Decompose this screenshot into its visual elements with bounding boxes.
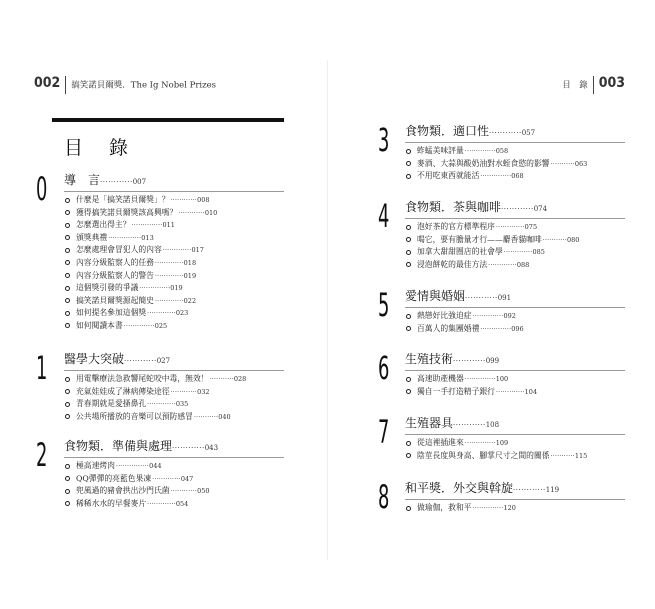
leader-dots: ············· bbox=[147, 401, 176, 409]
leader-dots: ············ bbox=[170, 488, 198, 496]
section-page: 043 bbox=[204, 444, 219, 452]
entry-title: 熱戀好比強迫症 bbox=[417, 311, 472, 320]
circle-bullet-icon bbox=[65, 235, 70, 240]
entry-page: 019 bbox=[170, 284, 183, 293]
entry-title: 做瑜伽，救和平 bbox=[417, 503, 472, 512]
section-title-row[interactable] bbox=[405, 479, 625, 496]
entry-title: 公共場所播放的音樂可以預防感冒 bbox=[76, 411, 193, 421]
leader-dots: ············ bbox=[465, 294, 498, 302]
leader-dots: ·············· bbox=[139, 285, 171, 293]
section-rule bbox=[405, 218, 625, 219]
leader-dots: ············· bbox=[147, 500, 176, 508]
section-title-row[interactable] bbox=[64, 437, 284, 454]
entry-page: 092 bbox=[503, 312, 516, 320]
section-page: 119 bbox=[545, 486, 560, 494]
toc-section bbox=[64, 437, 284, 510]
entry-page: 120 bbox=[503, 504, 516, 512]
entry-title: 怎麼選出得主？ bbox=[76, 220, 131, 230]
toc-entry[interactable] bbox=[64, 398, 284, 411]
entry-page: 115 bbox=[574, 451, 588, 460]
entry-title: 獨自一手打造精子銀行 bbox=[417, 386, 495, 396]
circle-bullet-icon bbox=[65, 414, 70, 419]
entry-page: 047 bbox=[180, 474, 194, 483]
circle-bullet-icon bbox=[65, 323, 70, 328]
circle-bullet-icon bbox=[65, 464, 70, 469]
leader-dots: ·············· bbox=[472, 313, 504, 320]
entry-title: 如何閱讀本書 bbox=[76, 320, 123, 330]
section-title-row[interactable] bbox=[405, 414, 625, 431]
circle-bullet-icon bbox=[406, 174, 411, 179]
circle-bullet-icon bbox=[406, 377, 411, 382]
book-title: 搞笑諾貝爾獎．The Ig Nobel Prizes bbox=[71, 80, 216, 91]
toc-entry[interactable] bbox=[405, 246, 625, 259]
section-rule bbox=[405, 499, 625, 500]
circle-bullet-icon bbox=[65, 273, 70, 278]
toc-section bbox=[405, 350, 625, 398]
section-rule bbox=[405, 434, 625, 435]
toc-entry[interactable] bbox=[405, 386, 625, 399]
entry-title: 高速助產機器 bbox=[417, 374, 464, 383]
section-page: 091 bbox=[497, 294, 512, 302]
entry-title: 極高速烤肉 bbox=[76, 461, 115, 470]
entry-title: 青春期就是愛搔鼻孔 bbox=[76, 399, 147, 409]
entry-page: 100 bbox=[495, 375, 509, 383]
circle-bullet-icon bbox=[406, 237, 411, 242]
leader-dots: ············· bbox=[488, 261, 517, 269]
left-page bbox=[0, 0, 327, 609]
section-rule bbox=[405, 370, 625, 371]
circle-bullet-icon bbox=[65, 501, 70, 506]
entry-page: 080 bbox=[567, 235, 580, 244]
entry-page: 109 bbox=[495, 439, 509, 447]
section-title-row[interactable] bbox=[64, 171, 284, 188]
toc-section bbox=[64, 171, 284, 333]
section-page: 007 bbox=[132, 178, 147, 186]
right-header bbox=[562, 75, 625, 94]
circle-bullet-icon bbox=[65, 248, 70, 253]
section-title-row[interactable] bbox=[405, 350, 625, 367]
entry-title: 麥酒、大蒜與酸奶油對水蛭食慾的影響 bbox=[417, 158, 550, 168]
entry-page: 050 bbox=[197, 487, 210, 496]
entry-page: 028 bbox=[233, 375, 247, 383]
section-page: 027 bbox=[156, 357, 171, 365]
leader-dots: ············· bbox=[154, 272, 184, 280]
entry-title: 百萬人的集團婚禮 bbox=[417, 323, 480, 333]
entry-page: 017 bbox=[191, 246, 204, 255]
toc-entry[interactable] bbox=[405, 310, 625, 323]
leader-dots: ············ bbox=[453, 357, 486, 365]
entry-page: 011 bbox=[162, 221, 175, 230]
entry-title: 不用吃東西就能活 bbox=[417, 171, 480, 181]
toc-entry[interactable] bbox=[64, 207, 284, 220]
toc-entry[interactable] bbox=[405, 323, 625, 336]
right-page bbox=[328, 0, 655, 609]
toc-entry[interactable] bbox=[64, 194, 284, 207]
circle-bullet-icon bbox=[406, 314, 411, 319]
entry-page: 058 bbox=[495, 147, 509, 155]
section-number: 0 bbox=[36, 170, 48, 208]
section-title: 生殖器具 bbox=[405, 416, 454, 430]
toc-entry[interactable] bbox=[64, 257, 284, 270]
toc-entry[interactable] bbox=[405, 502, 625, 515]
leader-dots: ············ bbox=[124, 357, 157, 365]
right-page-number: 003 bbox=[598, 75, 625, 91]
section-rule bbox=[405, 307, 625, 308]
entry-page: 025 bbox=[154, 321, 168, 330]
leader-dots: ·············· bbox=[480, 325, 512, 333]
entry-title: 稀稀水水的早餐麥片 bbox=[76, 498, 147, 508]
circle-bullet-icon bbox=[406, 225, 411, 230]
circle-bullet-icon bbox=[406, 161, 411, 166]
circle-bullet-icon bbox=[65, 476, 70, 481]
toc-entry[interactable] bbox=[64, 411, 284, 424]
toc-entry[interactable] bbox=[405, 259, 625, 272]
entry-page: 032 bbox=[197, 387, 210, 396]
toc-entry[interactable] bbox=[405, 437, 625, 450]
entry-title: 內容分級監察人的任務 bbox=[76, 257, 154, 267]
section-title: 食物類．茶與咖啡 bbox=[405, 200, 502, 214]
entry-page: 023 bbox=[175, 309, 189, 318]
toc-entry[interactable] bbox=[64, 232, 284, 245]
leader-dots: ············ bbox=[489, 129, 522, 137]
toc-entry[interactable] bbox=[64, 307, 284, 320]
toc-entry[interactable] bbox=[64, 320, 284, 333]
entry-page: 075 bbox=[524, 223, 538, 231]
section-title: 愛情與婚姻 bbox=[405, 289, 466, 303]
section-number: 8 bbox=[378, 478, 390, 516]
entry-title: 從這裡插進來 bbox=[417, 438, 464, 447]
section-title: 食物類．準備與處理 bbox=[64, 439, 173, 453]
section-title: 食物類．適口性 bbox=[405, 124, 490, 138]
toc-entry[interactable] bbox=[64, 373, 284, 386]
leader-dots: ··········· bbox=[193, 413, 219, 421]
entry-title: 內容分級監察人的警告 bbox=[76, 270, 154, 280]
entry-title: 用電擊療法急救響尾蛇咬中毒，無效！ bbox=[76, 374, 209, 383]
entry-title: QQ彈彈的亮藍色果凍 bbox=[76, 473, 152, 483]
toc-entry[interactable] bbox=[405, 170, 625, 183]
section-page: 057 bbox=[521, 129, 536, 137]
circle-bullet-icon bbox=[65, 389, 70, 394]
section-page: 099 bbox=[485, 357, 500, 365]
leader-dots: ············ bbox=[100, 178, 133, 186]
circle-bullet-icon bbox=[65, 198, 70, 203]
leader-dots: ··········· bbox=[550, 452, 575, 460]
toc-title-rule bbox=[52, 118, 284, 122]
entry-page: 088 bbox=[516, 260, 530, 269]
section-title: 生殖技術 bbox=[405, 352, 454, 366]
circle-bullet-icon bbox=[65, 311, 70, 316]
entry-page: 022 bbox=[183, 296, 197, 305]
circle-bullet-icon bbox=[65, 286, 70, 291]
section-title-row[interactable] bbox=[405, 198, 625, 215]
leader-dots: ··········· bbox=[209, 376, 234, 383]
leader-dots: ·············· bbox=[123, 322, 155, 330]
leader-dots: ·············· bbox=[472, 505, 504, 512]
toc-entry[interactable] bbox=[405, 145, 625, 158]
toc-section bbox=[405, 287, 625, 335]
toc-entry[interactable] bbox=[64, 386, 284, 399]
leader-dots: ··········· bbox=[542, 236, 568, 244]
circle-bullet-icon bbox=[65, 260, 70, 265]
toc-entry[interactable] bbox=[405, 158, 625, 171]
entry-page: 013 bbox=[141, 233, 154, 242]
section-title-row[interactable] bbox=[405, 287, 625, 304]
toc-entry[interactable] bbox=[64, 295, 284, 308]
toc-entry[interactable] bbox=[64, 219, 284, 232]
leader-dots: ············ bbox=[178, 209, 205, 217]
toc-entry[interactable] bbox=[405, 450, 625, 463]
leader-dots: ············· bbox=[154, 259, 184, 267]
toc-section bbox=[64, 350, 284, 423]
leader-dots: ············ bbox=[172, 444, 205, 452]
entry-page: 010 bbox=[204, 208, 218, 217]
entry-title: 加拿大甜甜圈店的社會學 bbox=[417, 247, 503, 257]
section-rule bbox=[405, 142, 625, 143]
toc-entry[interactable] bbox=[64, 498, 284, 511]
toc-entry[interactable] bbox=[64, 485, 284, 498]
toc-entry[interactable] bbox=[64, 473, 284, 486]
entry-page: 035 bbox=[175, 400, 189, 409]
right-header-label: 目 錄 bbox=[562, 80, 588, 91]
circle-bullet-icon bbox=[65, 377, 70, 382]
leader-dots: ·············· bbox=[480, 173, 512, 181]
circle-bullet-icon bbox=[65, 298, 70, 303]
toc-entry[interactable] bbox=[64, 282, 284, 295]
leader-dots: ··············· bbox=[108, 234, 142, 242]
section-title: 導 言 bbox=[64, 173, 101, 187]
left-page-number: 002 bbox=[34, 75, 61, 91]
leader-dots: ············ bbox=[170, 388, 198, 396]
section-number: 4 bbox=[378, 197, 390, 235]
header-divider bbox=[593, 76, 594, 94]
toc-title: 目 錄 bbox=[64, 137, 139, 159]
circle-bullet-icon bbox=[406, 441, 411, 446]
entry-title: 充氣娃娃成了淋病傳染途徑 bbox=[76, 386, 170, 396]
leader-dots: ············· bbox=[503, 249, 533, 257]
toc-section bbox=[405, 479, 625, 515]
section-title: 和平獎．外交與斡旋 bbox=[405, 481, 514, 495]
leader-dots: ············· bbox=[152, 475, 181, 483]
toc-entry[interactable] bbox=[405, 373, 625, 386]
entry-title: 蚱蜢美味評量 bbox=[417, 146, 464, 155]
leader-dots: ············· bbox=[162, 247, 192, 255]
leader-dots: ·············· bbox=[464, 440, 496, 447]
entry-title: 怎麼處理會冒犯人的內容 bbox=[76, 245, 162, 255]
leader-dots: ············· bbox=[147, 310, 176, 318]
circle-bullet-icon bbox=[406, 262, 411, 267]
entry-page: 096 bbox=[511, 324, 524, 333]
circle-bullet-icon bbox=[65, 223, 70, 228]
section-number: 3 bbox=[378, 121, 390, 159]
section-title-row[interactable] bbox=[64, 350, 284, 367]
entry-page: 018 bbox=[183, 258, 197, 267]
circle-bullet-icon bbox=[406, 389, 411, 394]
entry-title: 兜風過的豬會拱出沙門氏菌 bbox=[76, 486, 170, 496]
entry-title: 搞笑諾貝爾獎源起簡史 bbox=[76, 295, 154, 305]
entry-title: 這個獎引發的爭議 bbox=[76, 283, 139, 293]
leader-dots: ············ bbox=[170, 197, 198, 204]
leader-dots: ············ bbox=[453, 421, 486, 429]
left-header bbox=[34, 75, 216, 94]
leader-dots: ············· bbox=[154, 297, 184, 305]
leader-dots: ··············· bbox=[115, 463, 150, 470]
entry-page: 054 bbox=[175, 499, 189, 508]
circle-bullet-icon bbox=[65, 402, 70, 407]
toc-entry[interactable] bbox=[405, 221, 625, 234]
section-number: 5 bbox=[378, 286, 390, 324]
section-rule bbox=[64, 370, 284, 371]
leader-dots: ············· bbox=[495, 388, 525, 396]
leader-dots: ·············· bbox=[131, 222, 163, 230]
entry-page: 044 bbox=[149, 462, 162, 470]
section-title: 醫學大突破 bbox=[64, 352, 125, 366]
toc-section bbox=[405, 198, 625, 271]
circle-bullet-icon bbox=[65, 489, 70, 494]
section-number: 7 bbox=[378, 413, 390, 451]
toc-section bbox=[405, 122, 625, 183]
leader-dots: ············ bbox=[513, 486, 546, 494]
section-number: 6 bbox=[378, 349, 390, 387]
entry-page: 063 bbox=[574, 159, 588, 168]
toc-entry[interactable] bbox=[64, 244, 284, 257]
entry-title: 泡好茶的官方標準程序 bbox=[417, 222, 495, 231]
entry-title: 頒獎典禮 bbox=[76, 232, 108, 242]
section-title-row[interactable] bbox=[405, 122, 625, 139]
leader-dots: ·············· bbox=[464, 148, 496, 155]
toc-entry[interactable] bbox=[64, 270, 284, 283]
entry-page: 068 bbox=[511, 172, 524, 181]
entry-page: 019 bbox=[183, 271, 197, 280]
entry-page: 085 bbox=[532, 248, 545, 257]
leader-dots: ·············· bbox=[464, 376, 496, 383]
toc-section bbox=[405, 414, 625, 462]
leader-dots: ············ bbox=[501, 205, 534, 213]
circle-bullet-icon bbox=[406, 453, 411, 458]
section-number: 2 bbox=[36, 436, 48, 474]
entry-title: 如何提名參加這個獎 bbox=[76, 308, 147, 318]
section-rule bbox=[64, 191, 284, 192]
section-rule bbox=[64, 457, 284, 458]
section-page: 108 bbox=[485, 421, 500, 429]
toc-entry[interactable] bbox=[405, 234, 625, 247]
leader-dots: ··········· bbox=[550, 160, 575, 168]
entry-title: 浸泡餅乾的最佳方法 bbox=[417, 259, 488, 269]
section-page: 074 bbox=[533, 205, 548, 213]
circle-bullet-icon bbox=[65, 210, 70, 215]
circle-bullet-icon bbox=[406, 506, 411, 511]
header-divider bbox=[65, 76, 66, 94]
entry-title: 陰莖長度與身高、腳掌尺寸之間的關係 bbox=[417, 450, 550, 460]
entry-page: 040 bbox=[218, 412, 231, 421]
circle-bullet-icon bbox=[406, 149, 411, 154]
entry-title: 什麼是「搞笑諾貝爾獎」？ bbox=[76, 195, 170, 204]
toc-entry[interactable] bbox=[64, 460, 284, 473]
entry-page: 008 bbox=[197, 196, 210, 204]
entry-title: 喝它，要有膽量才行——麝香貓咖啡 bbox=[417, 234, 542, 244]
section-number: 1 bbox=[36, 349, 48, 387]
circle-bullet-icon bbox=[406, 250, 411, 255]
entry-title: 獲得搞笑諾貝爾獎該高興嗎？ bbox=[76, 207, 178, 217]
circle-bullet-icon bbox=[406, 326, 411, 331]
leader-dots: ············· bbox=[495, 224, 525, 231]
entry-page: 104 bbox=[524, 387, 538, 396]
